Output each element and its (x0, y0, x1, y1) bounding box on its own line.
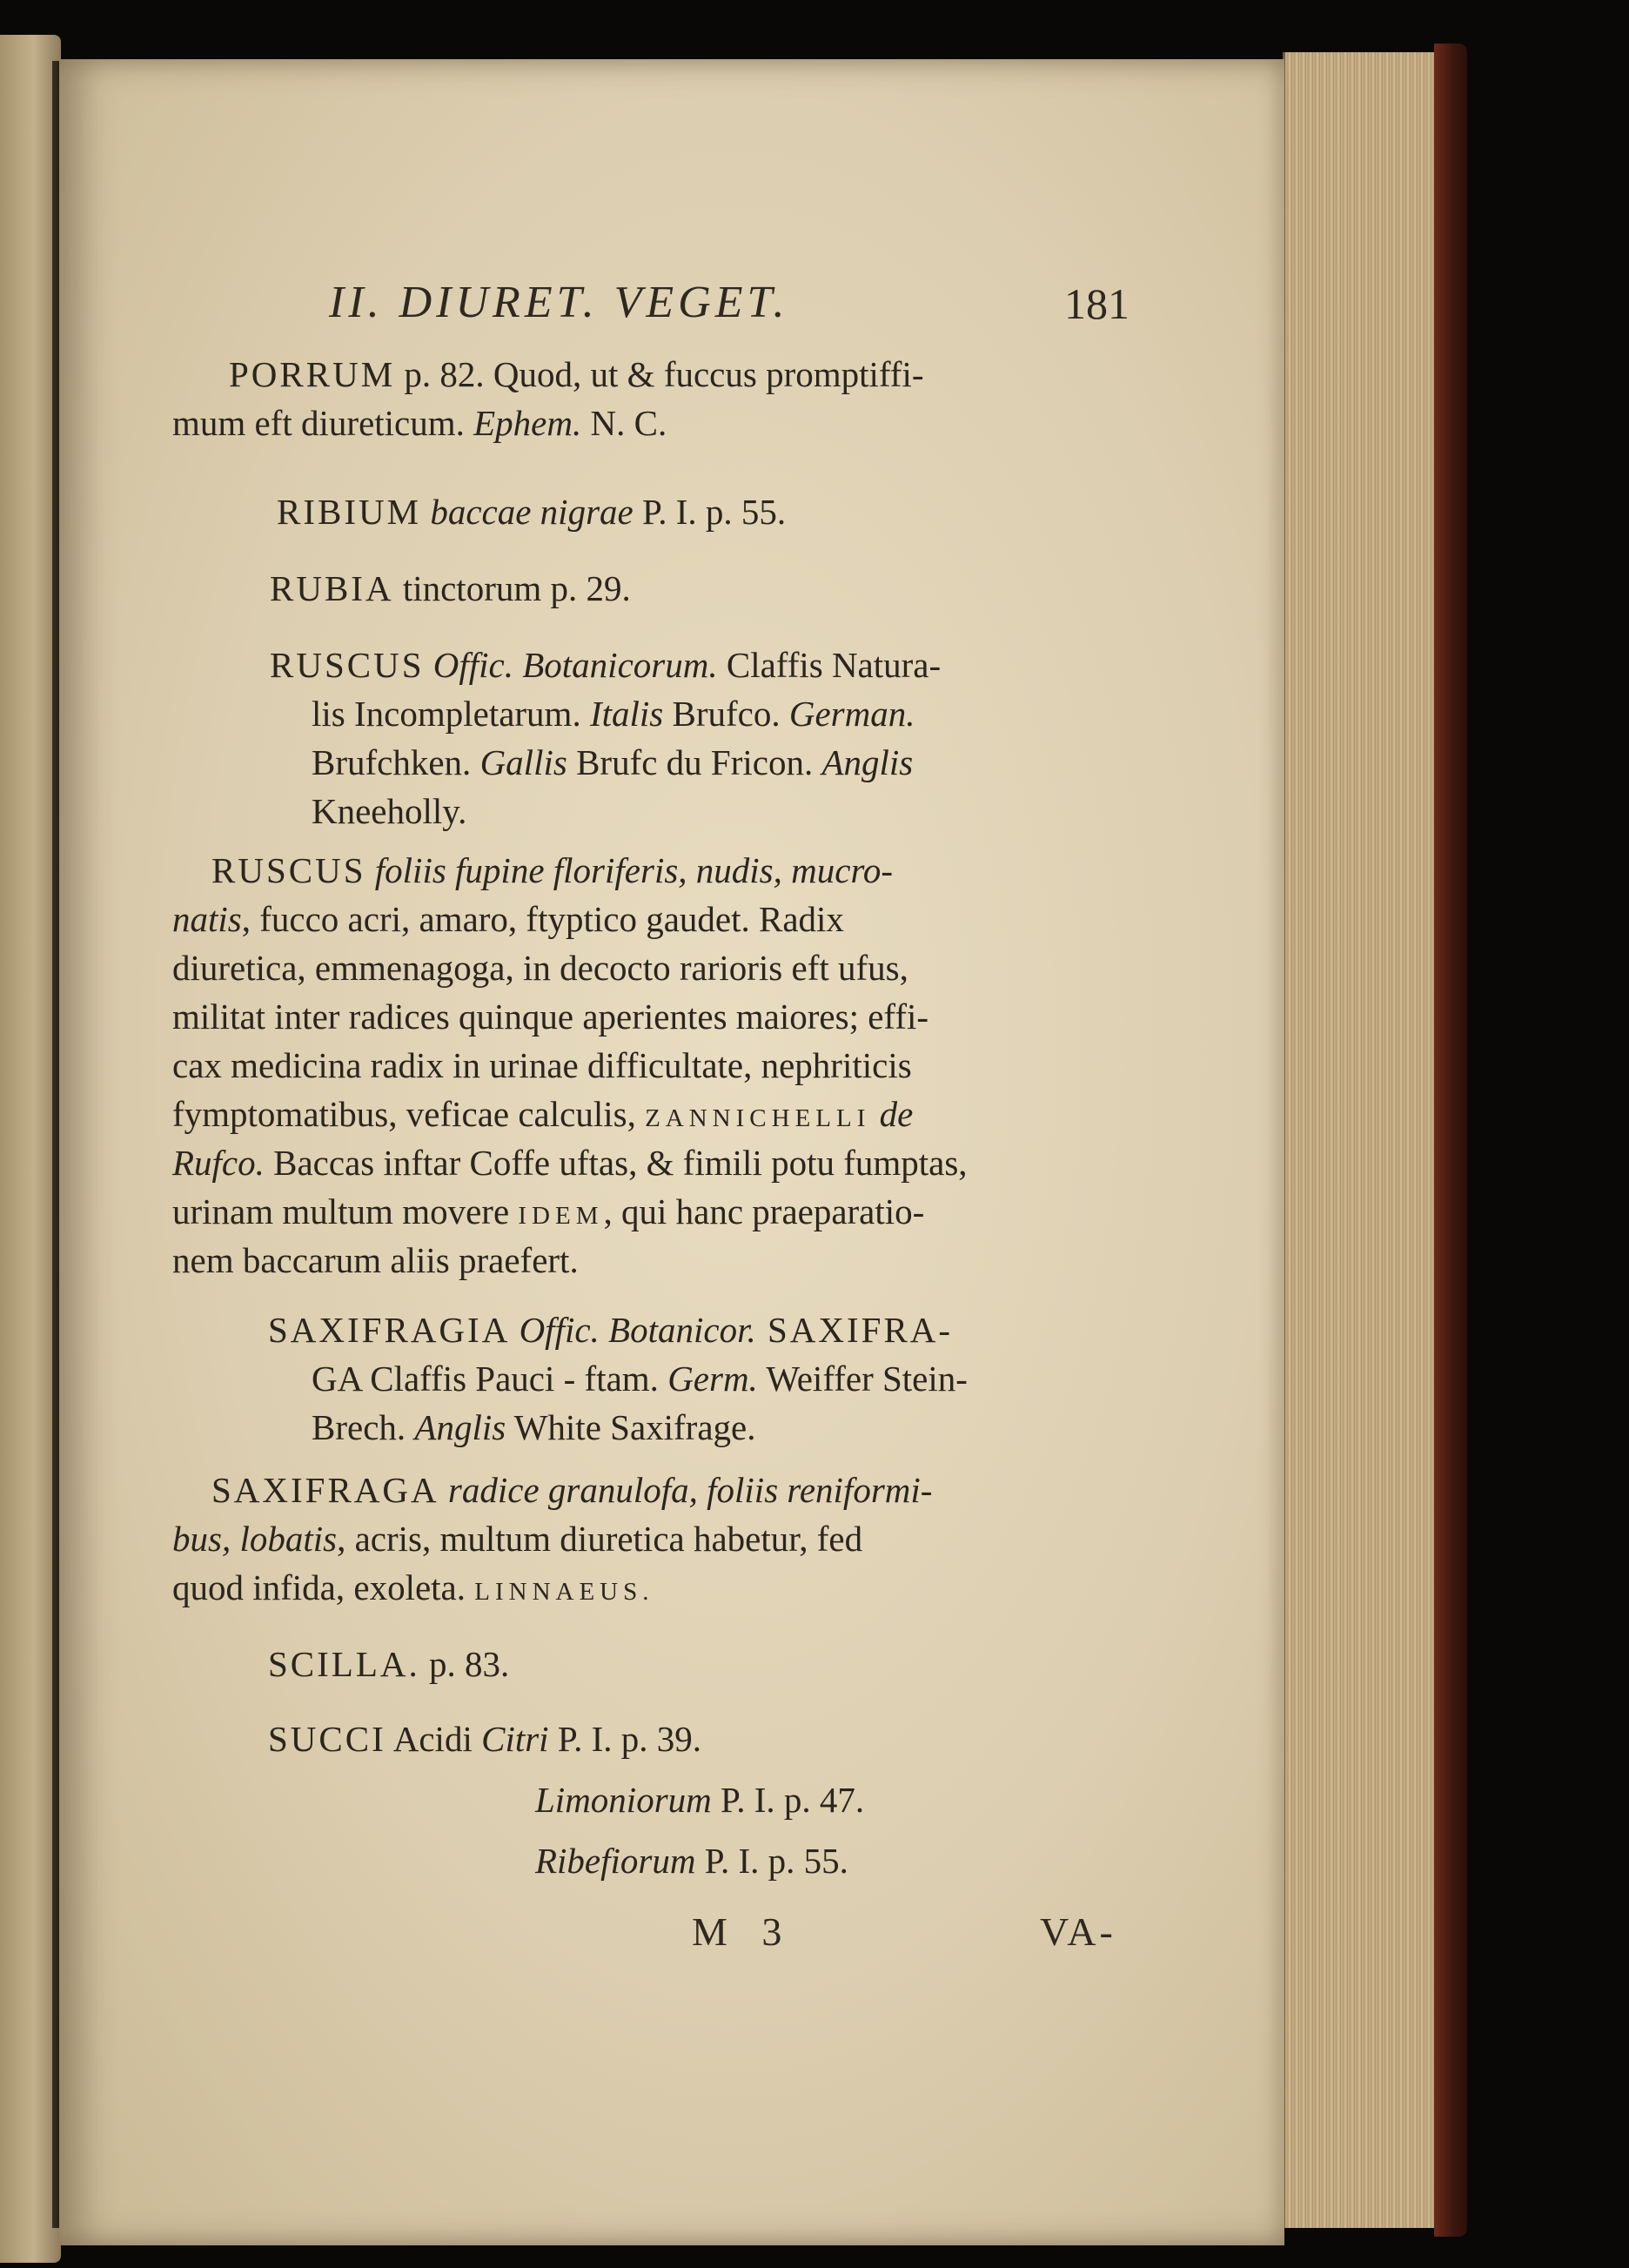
entry-ruscus-desc-line-3: diuretica, emmenagoga, in decocto rarioris eft ufus, (172, 948, 908, 988)
catchword: VA- (1040, 1909, 1116, 1954)
entry-ruscus-desc-line-4: militat inter radices quinque aperientes maiores; effi- (172, 996, 929, 1037)
entry-succi-line-2: Limoniorum P. I. p. 47. (535, 1780, 865, 1820)
entry-ruscus-desc-line-6: fymptomatibus, veficae calculis, ZANNICHELLI de (172, 1094, 914, 1134)
running-title: II. DIURET. VEGET. (329, 278, 789, 327)
entry-ruscus-offic-line-2: lis Incompletarum. Italis Brufco. German. (312, 694, 915, 734)
entry-ruscus-desc-line-8: urinam multum movere IDEM, qui hanc praeparatio- (172, 1191, 925, 1231)
entry-porrum-line-1: PORRUM p. 82. Quod, ut & fuccus promptiffi- (229, 354, 924, 394)
entry-ruscus-desc-line-2: natis, fucco acri, amaro, ftyptico gaudet. Radix (172, 899, 844, 939)
entry-succi-line-3: Ribefiorum P. I. p. 55. (535, 1841, 848, 1881)
entry-ruscus-desc-line-7: Rufco. Baccas inftar Coffe uftas, & fimili potu fumptas, (172, 1143, 968, 1183)
entry-scilla: SCILLA. p. 83. (268, 1644, 510, 1684)
entry-ruscus-desc-line-9: nem baccarum aliis praefert. (172, 1240, 579, 1280)
entry-saxifraga-desc-line-1: SAXIFRAGA radice granulofa, foliis reniformi- (211, 1470, 933, 1510)
book-cover-edge (1434, 44, 1467, 2237)
signature-mark: M 3 (692, 1909, 794, 1954)
entry-ruscus-offic-line-4: Kneeholly. (312, 791, 467, 831)
entry-porrum-line-2: mum eft diureticum. Ephem. N. C. (172, 403, 667, 443)
page-block-edges (1283, 52, 1440, 2228)
entry-ruscus-desc-line-1: RUSCUS foliis fupine floriferis, nudis, mucro- (211, 850, 894, 890)
entry-ruscus-offic-line-1: RUSCUS Offic. Botanicorum. Claffis Natura- (270, 645, 942, 685)
entry-ruscus-offic-line-3: Brufchken. Gallis Brufc du Fricon. Anglis (312, 742, 914, 782)
entry-saxifragia-line-2: GA Claffis Pauci - ftam. Germ. Weiffer Stein- (312, 1359, 968, 1399)
entry-succi-line-1: SUCCI Acidi Citri P. I. p. 39. (268, 1719, 701, 1759)
entry-saxifragia-line-3: Brech. Anglis White Saxifrage. (312, 1407, 756, 1447)
entry-ruscus-desc-line-5: cax medicina radix in urinae difficultate, nephriticis (172, 1045, 912, 1085)
entry-rubia: RUBIA tinctorum p. 29. (270, 568, 631, 608)
entry-saxifraga-desc-line-3: quod infida, exoleta. LINNAEUS. (172, 1567, 654, 1607)
entry-saxifraga-desc-line-2: bus, lobatis, acris, multum diuretica habetur, fed (172, 1519, 863, 1559)
page-181 (59, 59, 1284, 2245)
page-number: 181 (1064, 279, 1130, 328)
entry-ribium: RIBIUM baccae nigrae P. I. p. 55. (277, 492, 787, 532)
entry-saxifragia-line-1: SAXIFRAGIA Offic. Botanicor. SAXIFRA- (268, 1310, 954, 1350)
